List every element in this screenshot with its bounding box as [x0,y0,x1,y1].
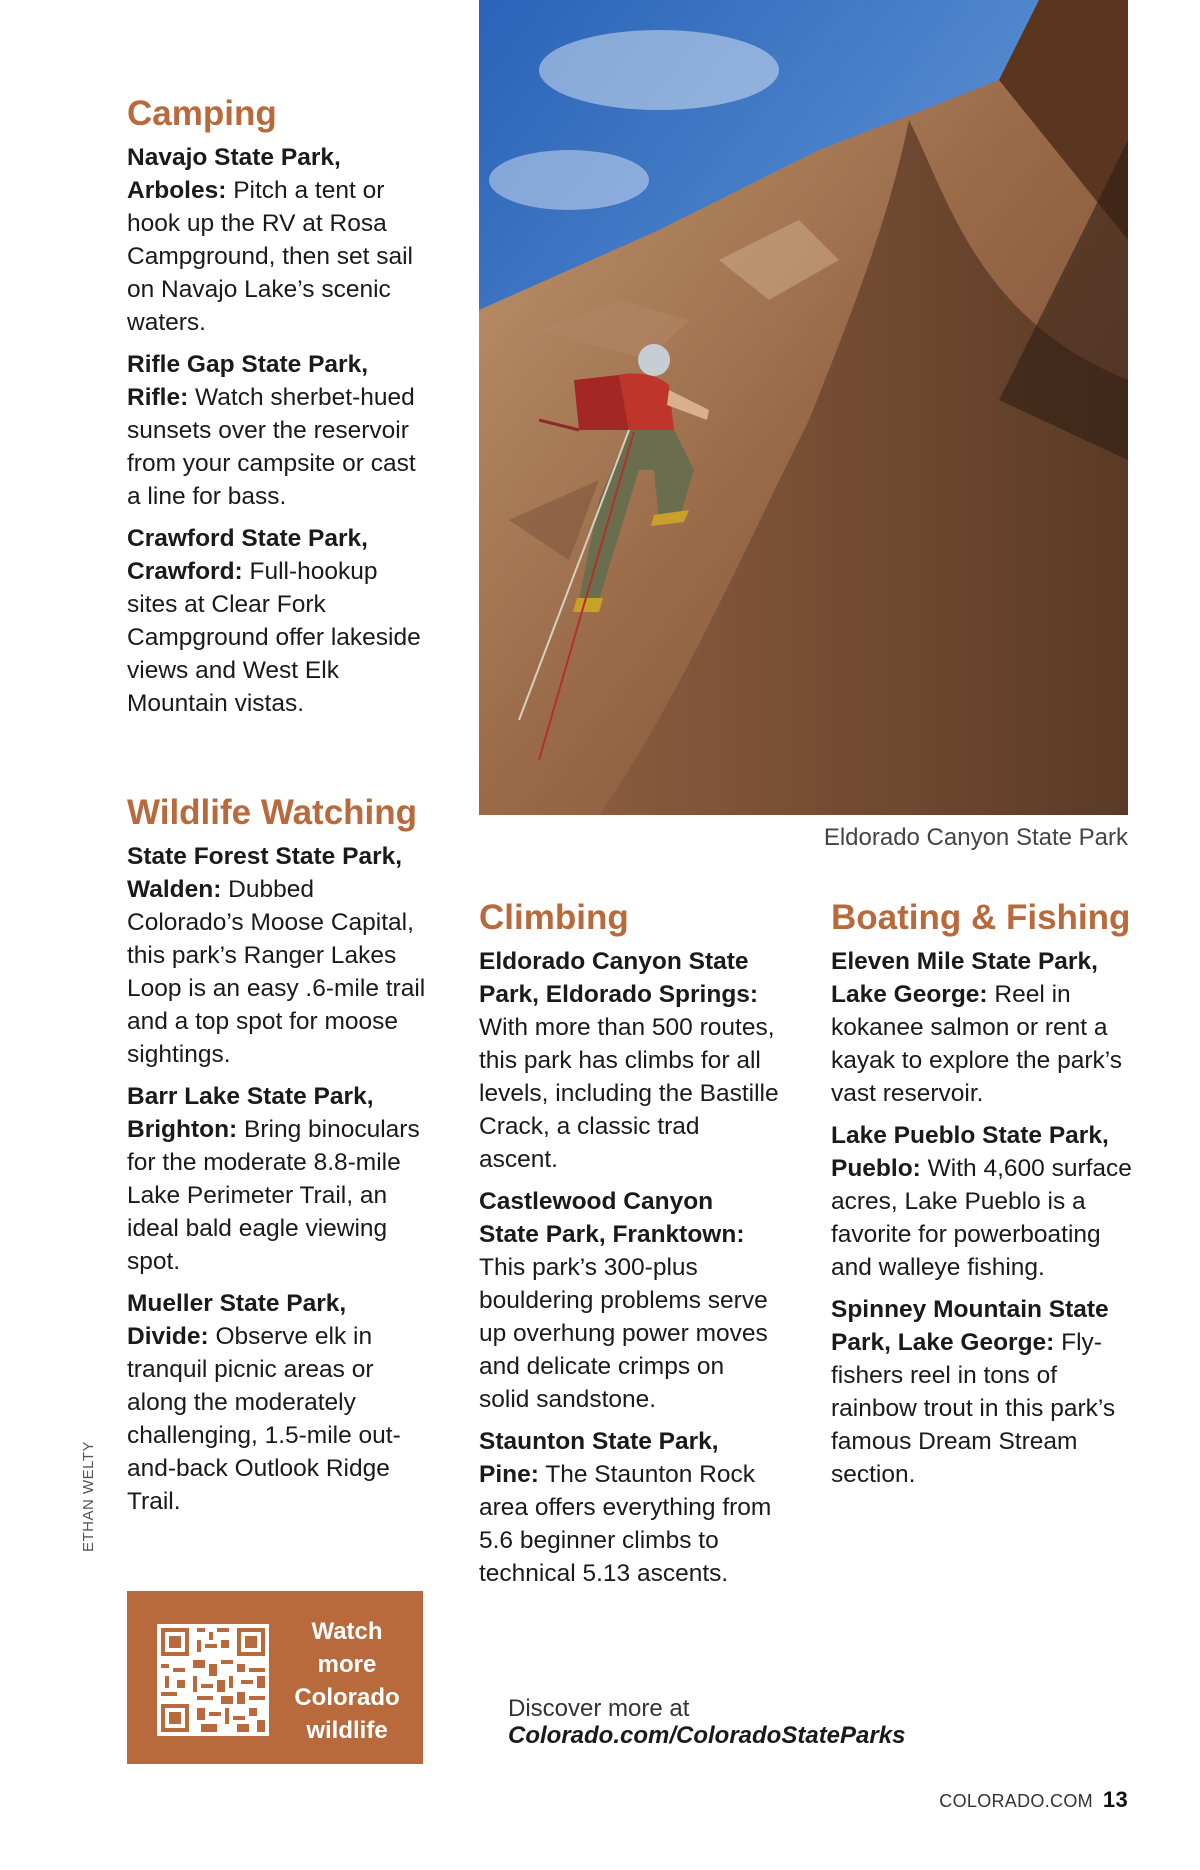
climbing-title: Climbing [479,898,629,937]
camping-section [127,93,427,729]
wildlife-title: Wildlife Watching [127,793,418,832]
climbing-entry [479,1425,779,1590]
park-name: Eleven Mile State Park, Lake George: [831,948,1098,1008]
wildlife-section [127,792,427,1527]
qr-promo-line: more [317,1651,377,1678]
park-name: Castlewood Canyon State Park, Franktown: [479,1188,745,1248]
park-description: Watch sherbet-hued sunsets over the reservoir from your campsite or cast a line for bass. [127,384,416,510]
qr-promo-text[interactable] [279,1615,415,1747]
boating-entry [831,1119,1141,1284]
park-name: Staunton State Park, Pine: [479,1428,719,1488]
park-description: Bring binoculars for the moderate 8.8-mile Lake Perimeter Trail, an ideal bald eagle viewing spot. [127,1116,420,1275]
boating-entry [831,1293,1141,1491]
wildlife-video-promo[interactable] [127,1591,423,1764]
park-description: With more than 500 routes, this park has climbs for all levels, including the Bastille Crack, a classic trad ascent. [479,1014,779,1173]
wildlife-entry [127,1287,427,1518]
camping-entry [127,522,427,720]
park-name: Barr Lake State Park, Brighton: [127,1083,374,1143]
camping-title: Camping [127,94,277,133]
camping-entry [127,141,427,339]
boating-section [831,897,1141,1500]
park-name: State Forest State Park, Walden: [127,843,403,903]
park-description: The Staunton Rock area offers everything from 5.6 beginner climbs to technical 5.13 ascents. [479,1461,772,1587]
park-name: Crawford State Park, Crawford: [127,525,368,585]
rock-climber-image [479,0,1128,815]
page-number: 13 [1102,1787,1128,1812]
climbing-entry [479,1185,779,1416]
photo-credit-text: ETHAN WELTY [80,1440,97,1552]
qr-code-graphic [157,1624,269,1736]
footer-site: COLORADO.COM [939,1791,1093,1811]
wildlife-entry [127,840,427,1071]
park-name: Spinney Mountain State Park, Lake George: [831,1296,1109,1356]
park-description: This park’s 300-plus bouldering problems serve up overhung power moves and delicate crimps on solid sandstone. [479,1254,768,1413]
park-description: Dubbed Colorado’s Moose Capital, this park’s Ranger Lakes Loop is an easy .6-mile trail and a top spot for moose sightings. [127,876,426,1068]
park-description: Reel in kokanee salmon or rent a kayak to explore the park’s vast reservoir. [831,981,1122,1107]
camping-entry [127,348,427,513]
climber-photo [479,0,1128,815]
park-description: Observe elk in tranquil picnic areas or along the moderately challenging, 1.5-mile out-and-back Outlook Ridge Trail. [127,1323,401,1515]
qr-promo-line: Watch [311,1618,383,1645]
discover-lead: Discover more at [508,1695,690,1722]
wildlife-entry [127,1080,427,1278]
climbing-entry [479,945,779,1176]
park-name: Mueller State Park, Divide: [127,1290,347,1350]
park-name: Eldorado Canyon State Park, Eldorado Springs: [479,948,759,1008]
boating-entry [831,945,1141,1110]
page-footer [939,1787,1128,1813]
photo-credit [80,1432,102,1552]
park-description: Full-hookup sites at Clear Fork Campground offer lakeside views and West Elk Mountain vistas. [127,558,421,717]
discover-more [508,1695,905,1749]
park-description: Fly-fishers reel in tons of rainbow trout in this park’s famous Dream Stream section. [831,1329,1116,1488]
climbing-section [479,897,779,1599]
park-name: Navajo State Park, Arboles: [127,144,341,204]
qr-code-icon[interactable] [157,1624,269,1736]
park-description: With 4,600 surface acres, Lake Pueblo is a favorite for powerboating and walleye fishing. [831,1155,1132,1281]
boating-title: Boating & Fishing [831,898,1131,937]
park-description: Pitch a tent or hook up the RV at Rosa Campground, then set sail on Navajo Lake’s scenic waters. [127,177,413,336]
photo-caption: Eldorado Canyon State Park [823,824,1128,851]
qr-promo-line: Colorado [294,1684,400,1711]
discover-url-link[interactable]: Colorado.com/ColoradoStateParks [508,1722,906,1749]
park-name: Lake Pueblo State Park, Pueblo: [831,1122,1109,1182]
park-name: Rifle Gap State Park, Rifle: [127,351,369,411]
qr-promo-line: wildlife [306,1717,388,1744]
